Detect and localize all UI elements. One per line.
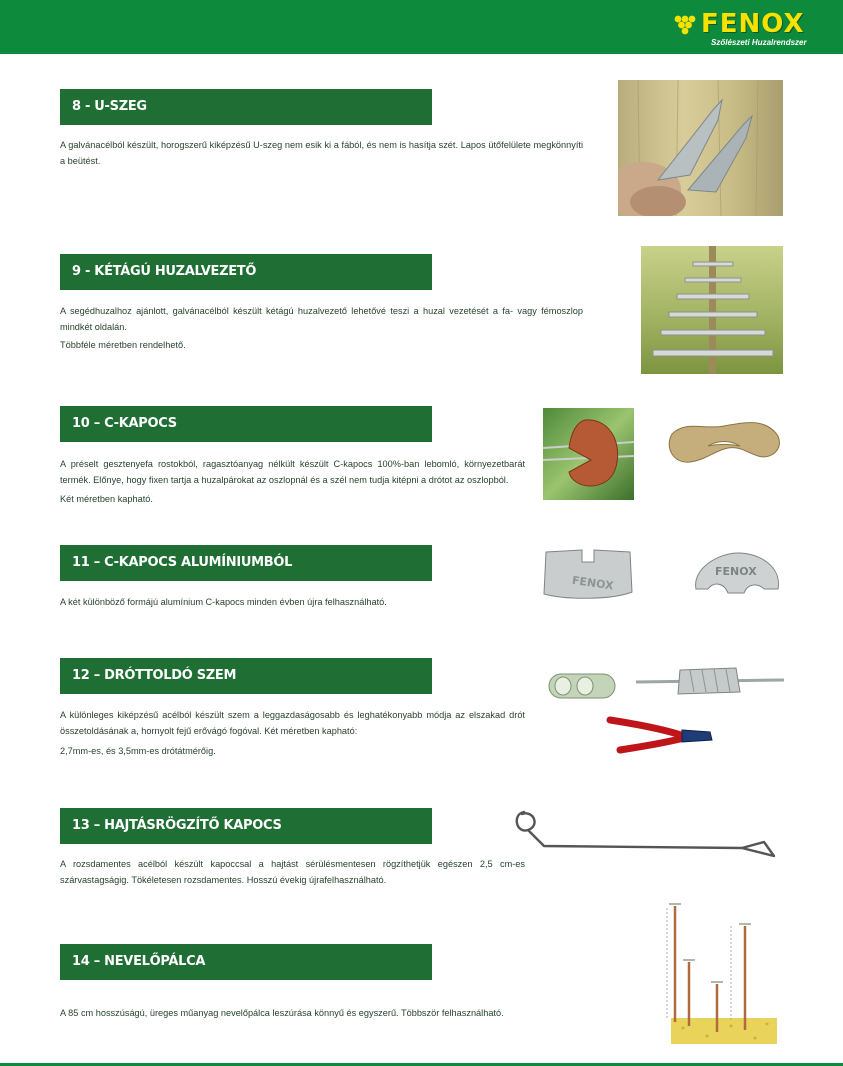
- desc-line: A segédhuzalhoz ajánlott, galvánacélból készült kétágú huzalvezető lehetővé teszi a huzal vezetését a fa- vagy fémoszlop mindkét oldalán.: [60, 306, 583, 332]
- aluminium-clip-image: [542, 546, 634, 602]
- alu-clip-photo-2: [688, 549, 784, 603]
- c-kapocs-photo-1: [543, 408, 634, 500]
- crimping-plier-photo: [606, 710, 716, 762]
- crimped-wire-photo: [636, 660, 784, 700]
- desc-line: A rozsdamentes acélból készült kapoccsal a hajtást sérülésmentesen rögzíthetjük egészen 2,5 cm-es szárvastagságig. Tökéletesen rozsdamentes. Hosszú évekig újrafelhasználható.: [60, 859, 525, 885]
- wooden-clip-image: [543, 408, 634, 500]
- section-desc-u-szeg: [60, 137, 583, 169]
- crimped-wire-image: [636, 660, 784, 700]
- desc-line: Két méretben kapható.: [60, 494, 153, 504]
- section-desc-nevelopalca: [60, 1005, 540, 1021]
- brand-name: FENOX: [701, 9, 805, 39]
- nevelopalca-photo: [659, 896, 785, 1046]
- shoot-clip-image: [510, 800, 782, 870]
- desc-line: A préselt gesztenyefa rostokból, ragasztóanyag nélkült készült C-kapocs 100%-ban lebomló, környezetbarát termék. Előnye, hogy fixen tartja a huzalpárokat az oszlopnál és a szél nem tudja kitépni a drótot az oszlopból.: [60, 459, 525, 485]
- section-desc-ketagu-huzalvezeto: [60, 303, 583, 353]
- section-title-u-szeg: 8 - U-SZEG: [60, 89, 432, 125]
- drottoldo-szem-photo: [543, 664, 621, 708]
- section-title-hajtasrogzito-kapocs: 13 – HAJTÁSRÖGZÍTŐ KAPOCS: [60, 808, 432, 844]
- u-szeg-photo: [618, 80, 783, 216]
- section-title-ketagu-huzalvezeto: 9 - KÉTÁGÚ HUZALVEZETŐ: [60, 254, 432, 290]
- desc-line: A különleges kiképzésű acélból készült szem a leggazdaságosabb és leghatékonyabb módja az elszakad drót összetoldásának a, hornyolt fejű erővágó fogóval. Két méretben kapható:: [60, 710, 525, 736]
- wooden-clip-image: [666, 416, 783, 472]
- training-stake-image: [659, 896, 785, 1046]
- desc-line: A galvánacélból készült, horogszerű kiképzésű U-szeg nem esik ki a fából, és nem is hasítja szét. Lapos ütőfelülete megkönnyíti a beütést.: [60, 140, 583, 166]
- section-desc-hajtasrogzito-kapocs: [60, 856, 525, 888]
- brand-logo[interactable]: [671, 10, 831, 48]
- header-bar: [0, 0, 843, 54]
- c-kapocs-photo-2: [666, 416, 783, 472]
- desc-line: 2,7mm-es, és 3,5mm-es drótátmérőig.: [60, 746, 216, 756]
- grape-icon: [673, 14, 699, 38]
- desc-line: A két különböző formájú alumínium C-kapocs minden évben újra felhasználható.: [60, 597, 387, 607]
- u-nail-image: [618, 80, 783, 216]
- desc-line: Többféle méretben rendelhető.: [60, 340, 186, 350]
- section-title-nevelopalca: 14 – NEVELŐPÁLCA: [60, 944, 432, 980]
- aluminium-clip-image: [688, 549, 784, 603]
- hajtasrogzito-kapocs-photo: [510, 800, 782, 870]
- section-desc-c-kapocs: [60, 456, 525, 507]
- clip-engraving: FENOX: [571, 573, 615, 593]
- brand-tagline: Szőlészeti Huzalrendszer: [711, 38, 807, 47]
- huzalvezeto-photo: [641, 246, 783, 374]
- clip-engraving: FENOX: [715, 565, 757, 578]
- section-title-drottoldo-szem: 12 – DRÓTTOLDÓ SZEM: [60, 658, 432, 694]
- section-title-c-kapocs-aluminium: 11 – C-KAPOCS ALUMÍNIUMBÓL: [60, 545, 432, 581]
- wire-guide-image: [641, 246, 783, 374]
- desc-line: A 85 cm hosszúságú, üreges műanyag nevelőpálca leszúrása könnyű és egyszerű. Többször felhasználható.: [60, 1008, 504, 1018]
- alu-clip-photo-1: [542, 546, 634, 602]
- section-desc-c-kapocs-aluminium: [60, 594, 525, 610]
- plier-image: [606, 710, 716, 762]
- wire-splice-tube-image: [543, 664, 621, 708]
- section-title-c-kapocs: 10 – C-KAPOCS: [60, 406, 432, 442]
- section-desc-drottoldo-szem: [60, 707, 525, 759]
